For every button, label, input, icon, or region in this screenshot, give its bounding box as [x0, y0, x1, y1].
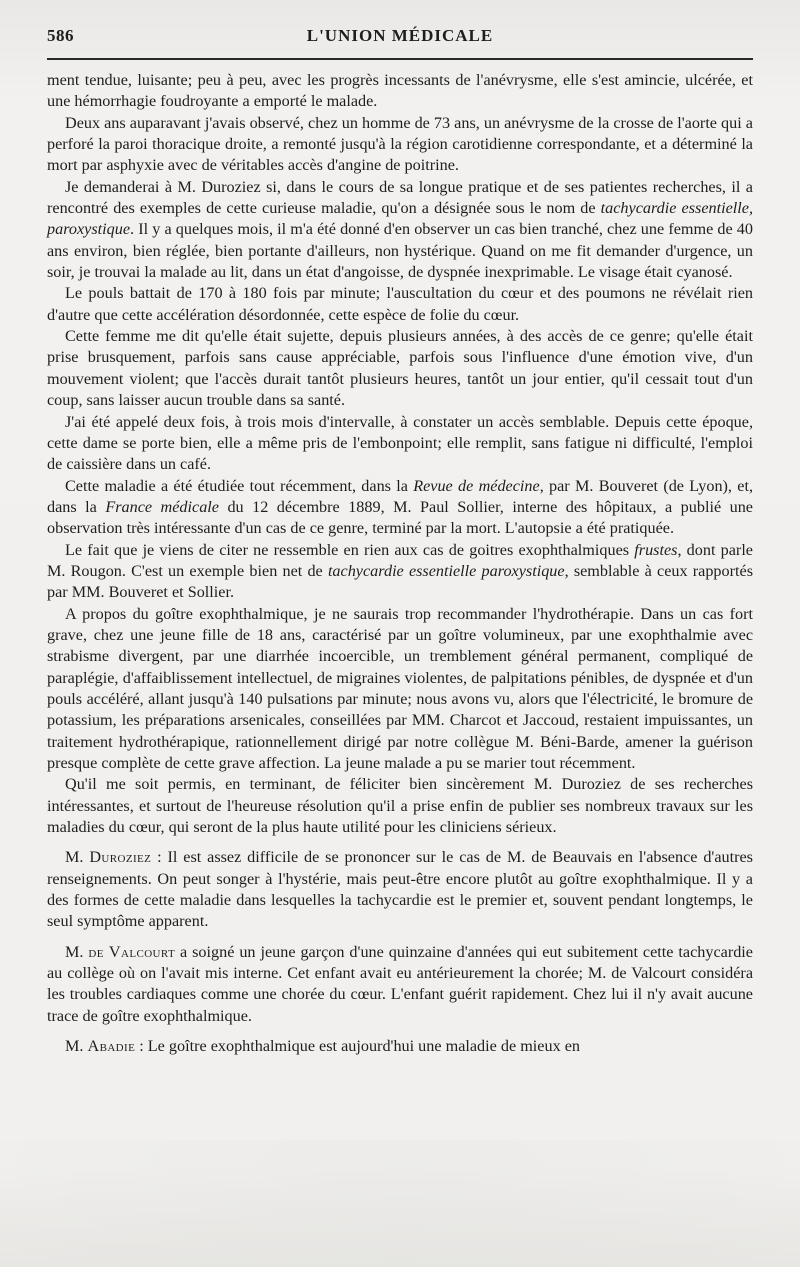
paragraph-text: J'ai été appelé deux fois, à trois mois d'intervalle, à constater un accès semblable. Depuis cette époque, cette dame se porte bien, elle a même pris de l'embonpoint; elle remplit, sans fatigue ni difficulté, l'emploi de caissière dans un café.: [47, 412, 753, 474]
speaker-prefix: M.: [65, 848, 90, 867]
header-rule: [47, 58, 753, 60]
paragraph-text: ment tendue, luisante; peu à peu, avec les progrès incessants de l'anévrysme, elle s'est amincie, ulcérée, et une hémorrhagie foudroyante a emporté le malade.: [47, 71, 753, 111]
page-number: 586: [47, 26, 74, 45]
paragraph-text: Le fait que je viens de citer ne ressemble en rien aux cas de goitres exophthalmiques frustes, dont parle M. Rougon. C'est un exemple bien net de tachycardie essentielle paroxystique, semblable à ceux rapportés par MM. Bouveret et Sollier.: [47, 540, 753, 602]
speaker-prefix: M.: [65, 1037, 88, 1056]
running-title: L'UNION MÉDICALE: [306, 26, 494, 45]
paragraph: [47, 774, 753, 838]
paragraph-text: Qu'il me soit permis, en terminant, de féliciter bien sincèrement M. Duroziez de ses recherches intéressantes, et surtout de l'heureuse résolution qu'il a prise enfin de publier ses nombreux travaux sur les maladies du cœur, qui seront de la plus haute utilité pour les cliniciens sérieux.: [47, 775, 753, 837]
paragraph-text: : Il est assez difficile de se prononcer sur le cas de M. de Beauvais en l'absence d'autres renseignements. On peut songer à l'hystérie, mais peut-être encore plutôt au goître exophthalmique. Il y a des formes de cette maladie dans lesquelles la tachycardie est le premier et, souvent pendant longtemps, le seul symptôme apparent.: [47, 848, 753, 931]
paragraph-text: A propos du goître exophthalmique, je ne saurais trop recommander l'hydrothérapie. Dans un cas fort grave, chez une jeune fille de 18 ans, caractérisé par un goître volumineux, par une exophthalmie avec strabisme divergent, par une diarrhée incoercible, un tremblement général permanent, compliqué de paraplégie, d'affaiblissement intellectuel, de migraines violentes, de palpitations pénibles, de dyspnée et d'un pouls accéléré, allant jusqu'à 140 pulsations par minute; nous avons vu, alors que l'électricité, le bromure de potassium, les préparations arsenicales, conseillées par MM. Charcot et Jaccoud, restaient impuissantes, un traitement hydrothérapique, rationnellement dirigé par notre collègue M. Béni-Barde, amener la guérison presque complète de cette grave affection. La jeune malade a pu se marier tout récemment.: [47, 604, 753, 772]
paragraph-text: Deux ans auparavant j'avais observé, chez un homme de 73 ans, un anévrysme de la crosse de l'aorte qui a perforé la paroi thoracique droite, a remonté jusqu'à la région carotidienne correspondante, et a déterminé la mort par asphyxie avec de véritables accès d'angine de poitrine.: [47, 113, 753, 175]
paragraph-text: a soigné un jeune garçon d'une quinzaine d'années qui eut subitement cette tachycardie au collège où on l'avait mis interne. Cet enfant avait eu antérieurement la chorée; M. de Valcourt considéra les troubles cardiaques comme une chorée du cœur. L'enfant guérit rapidement. Chez lui il n'y avait aucune trace de goître exophthalmique.: [47, 942, 753, 1025]
speaker-name: Abadie: [87, 1037, 136, 1056]
paragraph: [47, 113, 753, 177]
paragraph: [47, 70, 753, 113]
paragraph-text: Cette femme me dit qu'elle était sujette, depuis plusieurs années, à des accès de ce genre; qu'elle était prise brusquement, parfois sans cause appréciable, parfois sous l'influence d'une émotion vive, d'un mouvement violent; que l'accès durait tantôt plusieurs heures, tantôt un jour entier, qu'il cessait tout d'un coup, sans laisser aucun trouble dans sa santé.: [47, 327, 753, 410]
paragraph: [47, 412, 753, 476]
speaker-name: de Valcourt: [88, 942, 176, 961]
paragraph: [47, 326, 753, 411]
paragraph: [47, 540, 753, 604]
discussion-paragraph: [47, 942, 753, 1027]
paragraph-text: Je demanderai à M. Duroziez si, dans le cours de sa longue pratique et de ses patientes recherches, il a rencontré des exemples de cette curieuse maladie, qu'on a désignée sous le nom de tachycardie essentielle, paroxystique. Il y a quelques mois, il m'a été donné d'en observer un cas bien tranché, chez une femme de 40 ans environ, bien réglée, bien portante d'ailleurs, non hystérique. Quand on me fit demander d'urgence, un soir, je trouvai la malade au lit, dans un état d'angoisse, de dyspnée inexprimable. Le visage était cyanosé.: [47, 177, 753, 282]
speaker-prefix: M.: [65, 942, 89, 961]
paragraph: [47, 177, 753, 284]
discussion-paragraph: [47, 847, 753, 932]
paragraph: [47, 604, 753, 775]
page-header: [47, 26, 753, 52]
article-body: [47, 70, 753, 1057]
paragraph: [47, 476, 753, 540]
paragraph-text: Cette maladie a été étudiée tout récemment, dans la Revue de médecine, par M. Bouveret (de Lyon), et, dans la France médicale du 12 décembre 1889, M. Paul Sollier, interne des hôpitaux, a publié une observation très intéressante d'un cas de ce genre, terminé par la mort. L'autopsie a été pratiquée.: [47, 476, 753, 538]
speaker-name: Duroziez: [89, 848, 152, 867]
paragraph: [47, 283, 753, 326]
paragraph-text: : Le goître exophthalmique est aujourd'hui une maladie de mieux en: [135, 1037, 580, 1056]
discussion-paragraph: [47, 1036, 753, 1057]
page-bottom-shading: [0, 1140, 800, 1267]
paragraph-text: Le pouls battait de 170 à 180 fois par minute; l'auscultation du cœur et des poumons ne révélait rien d'autre que cette accélération désordonnée, cette espèce de folie du cœur.: [47, 284, 753, 324]
